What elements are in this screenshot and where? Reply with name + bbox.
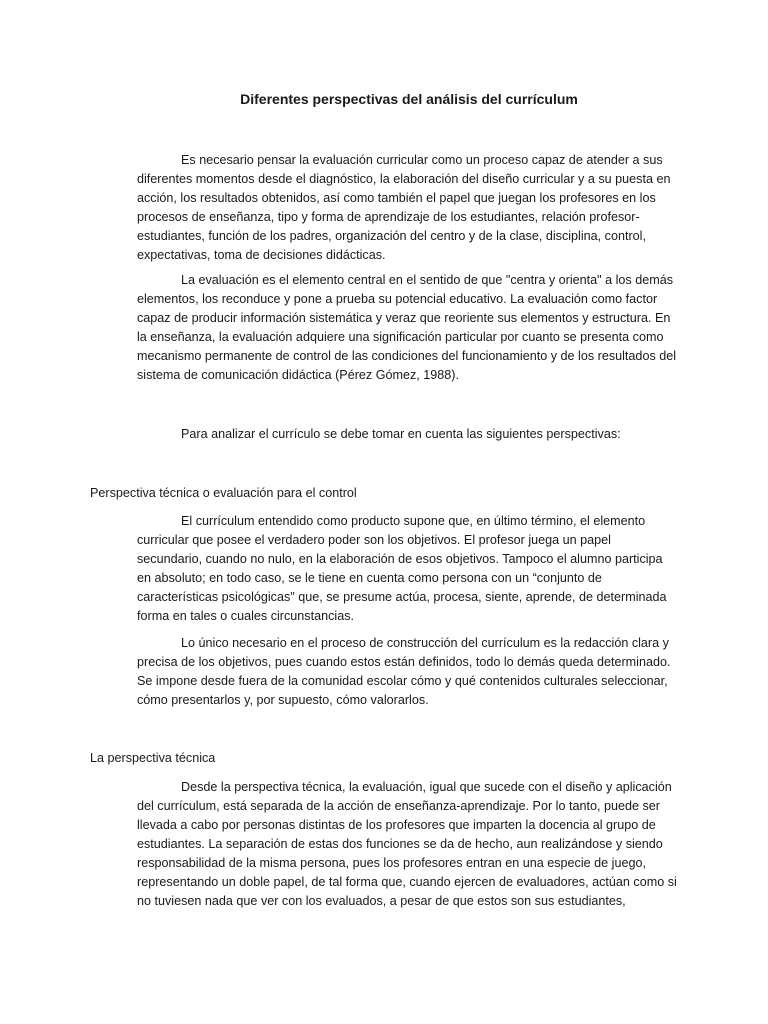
section-2-paragraph-1-text: Desde la perspectiva técnica, la evaluación, igual que sucede con el diseño y aplicación del currículum, está separada de la acción de enseñanza-aprendizaje. Por lo tanto, puede ser llevada a cabo por personas distintas de los profesores que imparten la docencia al grupo de estudiantes. La separación de estas dos funciones se da de hecho, aun realizándose y siendo responsabilidad de la misma persona, pues los profesores entran en una especie de juego, representando un doble papel, de tal forma que, cuando ejercen de evaluadores, actúan como si no tuviesen nada que ver con los evaluados, a pesar de que estos son sus estudiantes, [137, 780, 677, 908]
section-2-heading: La perspectiva técnica [90, 751, 216, 765]
section-2-paragraph-1 [137, 778, 677, 911]
section-1-heading: Perspectiva técnica o evaluación para el control [90, 486, 357, 500]
section-1-paragraph-2-text: Lo único necesario en el proceso de construcción del currículum es la redacción clara y precisa de los objetivos, pues cuando estos están definidos, todo lo demás queda determinado. Se impone desde fuera de la comunidad escolar cómo y qué contenidos culturales seleccionar, cómo presentarlos y, por supuesto, cómo valorarlos. [137, 636, 671, 707]
intro-paragraph-3: Para analizar el currículo se debe tomar en cuenta las siguientes perspectivas: [181, 427, 621, 441]
intro-paragraph-2 [137, 271, 677, 385]
document-title: Diferentes perspectivas del análisis del currículum [240, 91, 578, 107]
intro-paragraph-2-text: La evaluación es el elemento central en el sentido de que "centra y orienta" a los demás elementos, los reconduce y pone a prueba su potencial educativo. La evaluación como factor capaz de producir información sistemática y veraz que reoriente sus elementos y estructura. En la enseñanza, la evaluación adquiere una significación particular por cuanto se presenta como mecanismo permanente de control de las condiciones del funcionamiento y de los resultados del sistema de comunicación didáctica (Pérez Gómez, 1988). [137, 273, 677, 382]
section-1-paragraph-1 [137, 512, 677, 626]
intro-paragraph-1-text: Es necesario pensar la evaluación curricular como un proceso capaz de atender a sus diferentes momentos desde el diagnóstico, la elaboración del diseño curricular y a su puesta en acción, los resultados obtenidos, así como también el papel que juegan los profesores en los procesos de enseñanza, tipo y forma de aprendizaje de los estudiantes, relación profesor-estudiantes, función de los padres, organización del centro y de la clase, disciplina, control, expectativas, toma de decisiones didácticas. [137, 153, 671, 262]
section-1-paragraph-2 [137, 634, 677, 710]
section-1-paragraph-1-text: El currículum entendido como producto supone que, en último término, el elemento curricular que posee el verdadero poder son los objetivos. El profesor juega un papel secundario, cuando no nulo, en la elaboración de esos objetivos. Tampoco el alumno participa en absoluto; en todo caso, se le tiene en cuenta como persona con un “conjunto de características psicológicas" que, se presume actúa, procesa, siente, aprende, de determinada forma en tales o cuales circunstancias. [137, 514, 667, 623]
intro-paragraph-1 [137, 151, 677, 265]
